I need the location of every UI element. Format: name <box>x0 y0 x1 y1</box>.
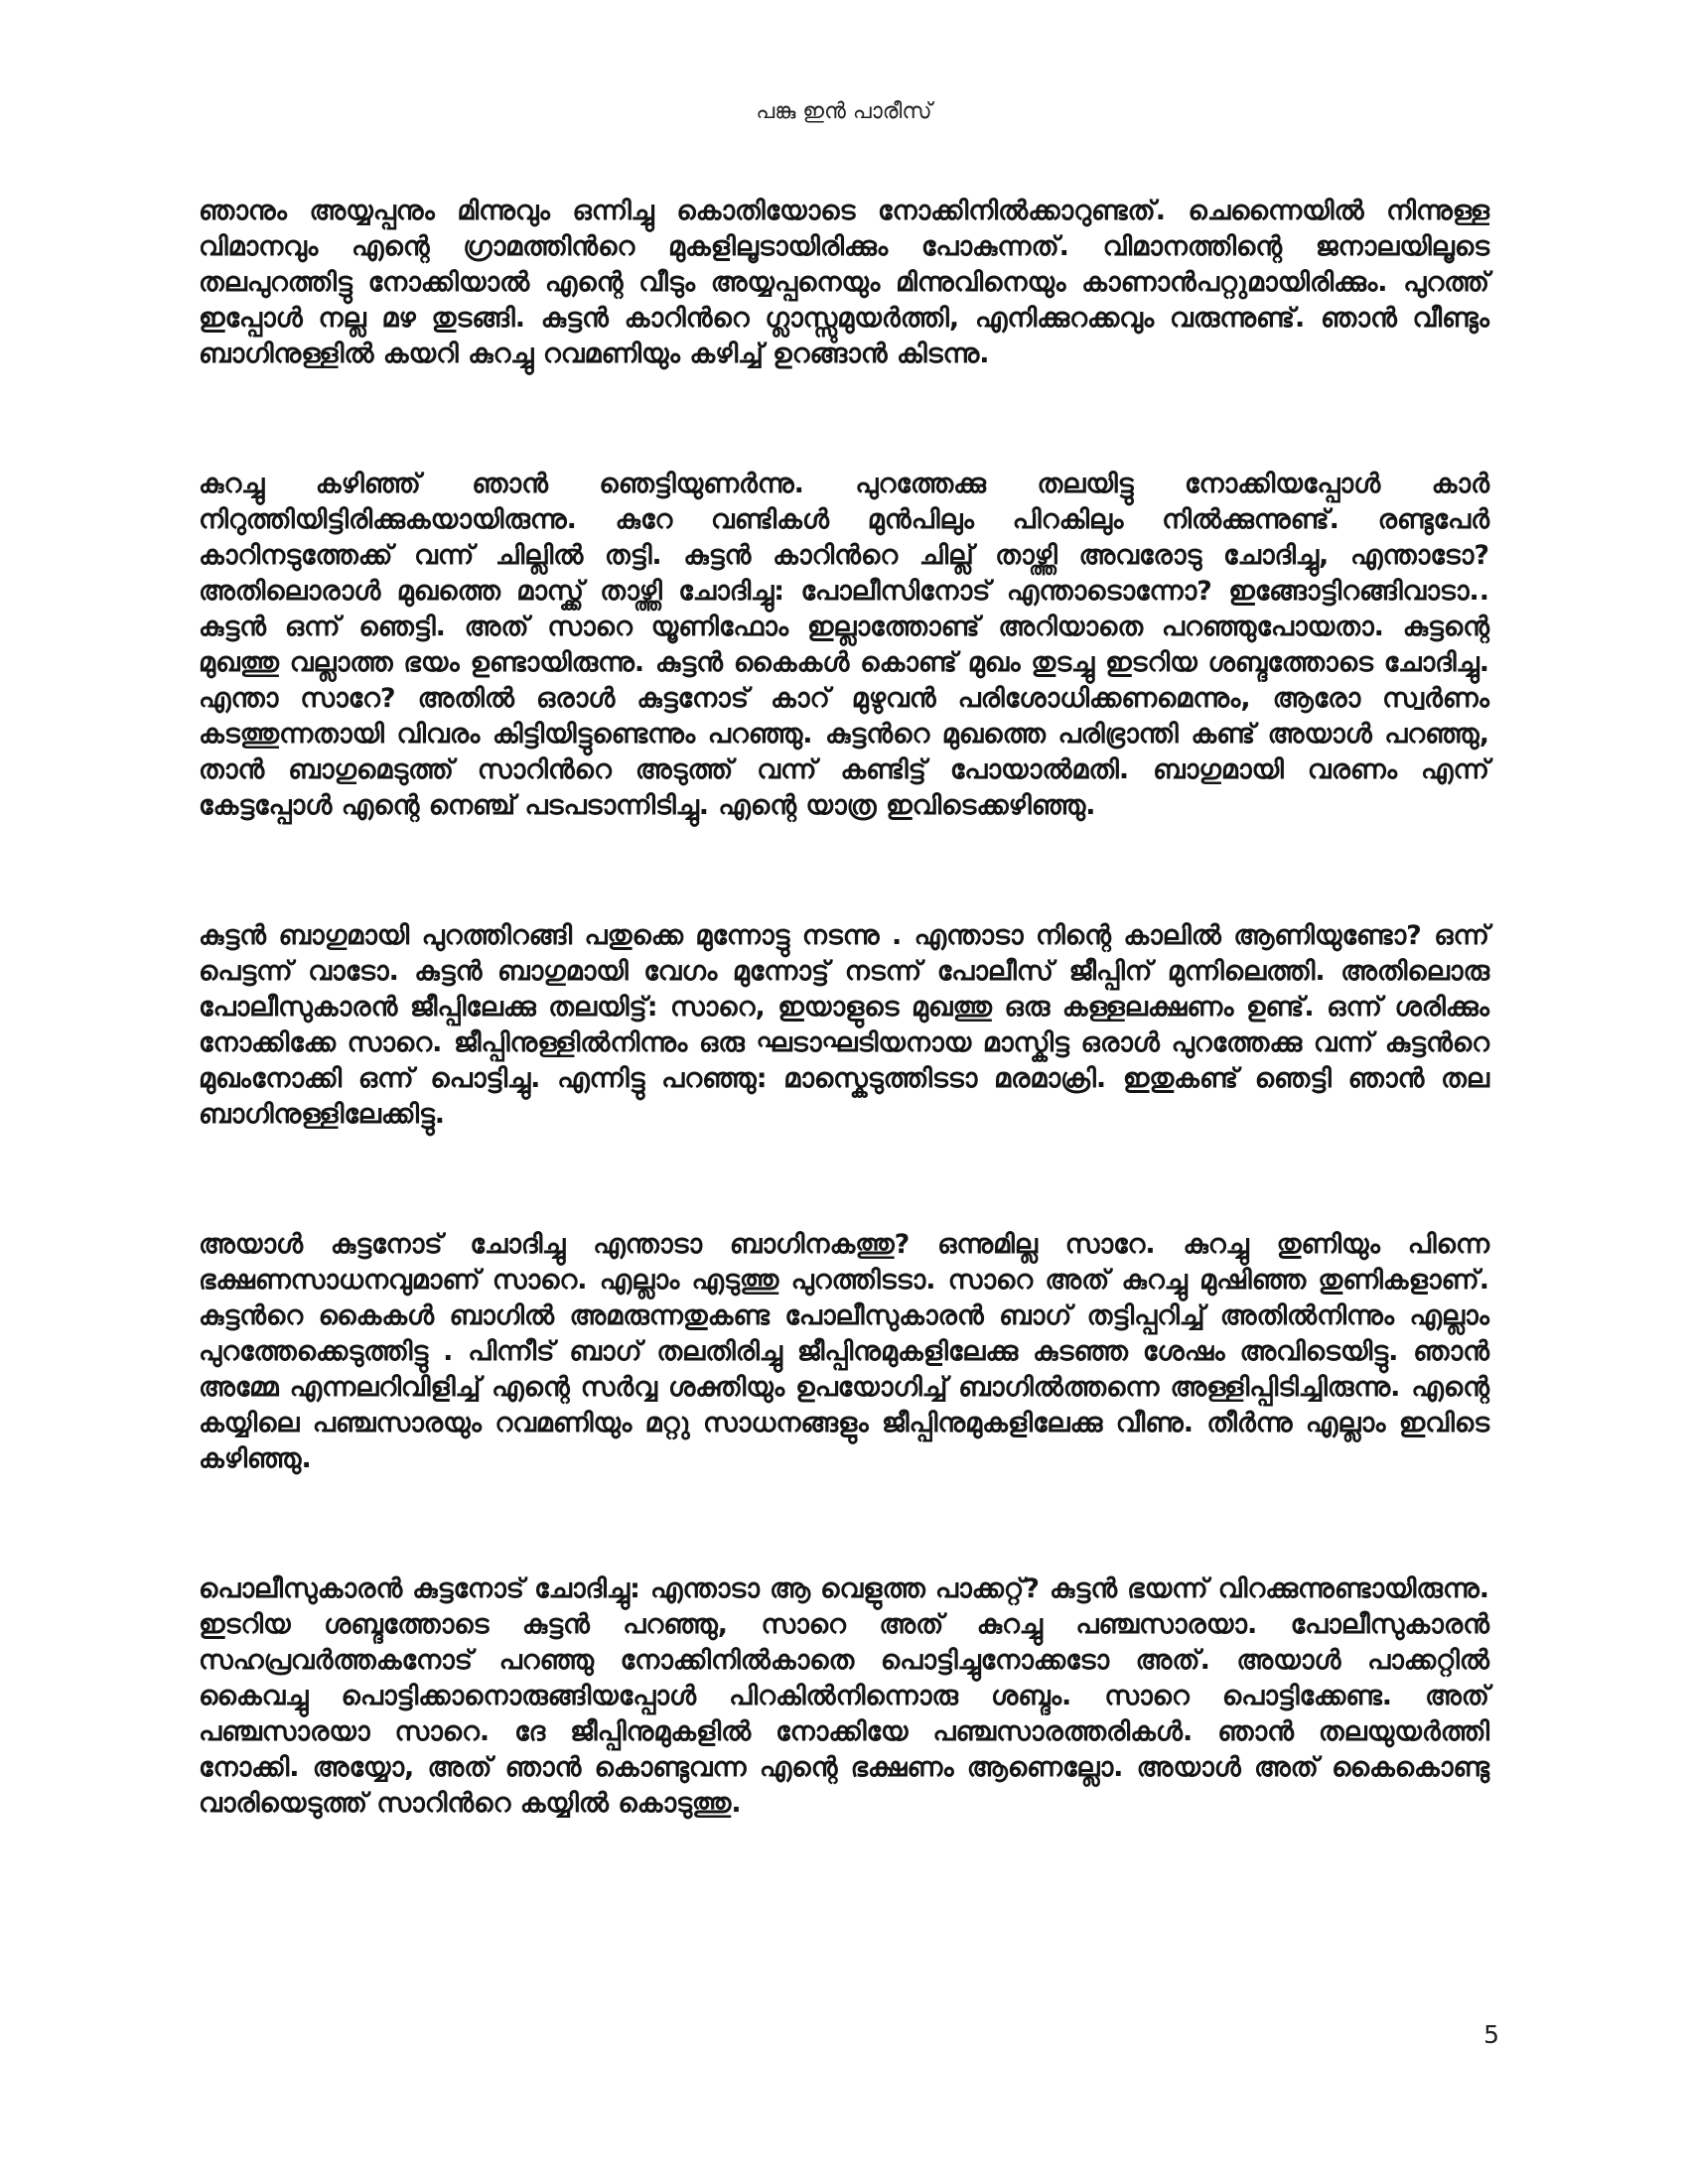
paragraph: കുറച്ചു കഴിഞ്ഞ് ഞാൻ ഞെട്ടിയുണർന്നു. പുറത്തേക്കു തലയിട്ടു നോക്കിയപ്പോൾ കാർ നിറുത്തിയിട്ടിരിക്കുകയായിരുന്നു. കുറേ വണ്ടികൾ മുൻപിലും പിറകിലും നിൽക്കുന്നുണ്ട്. രണ്ടുപേർ കാറിനടുത്തേക്ക് വന്ന് ചില്ലിൽ തട്ടി. കുട്ടൻ കാറിൻറെ ചില്ല് താഴ്ത്തി അവരോടു ചോദിച്ചു, എന്താടോ? അതിലൊരാൾ മുഖത്തെ മാസ്ക്ക് താഴ്ത്തി ചോദിച്ചു: പോലീസിനോട് എന്താടൊന്നോ? ഇങ്ങോട്ടിറങ്ങിവാടാ.. കുട്ടൻ ഒന്ന് ഞെട്ടി. അത് സാറെ യൂണിഫോം ഇല്ലാത്തോണ്ട് അറിയാതെ പറഞ്ഞുപോയതാ. കുട്ടന്റെ മുഖത്തു വല്ലാത്ത ഭയം ഉണ്ടായിരുന്നു. കുട്ടൻ കൈകൾ കൊണ്ട് മുഖം തുടച്ചു ഇടറിയ ശബ്ദത്തോടെ ചോദിച്ചു. എന്താ സാറേ? അതിൽ ഒരാൾ കുട്ടനോട് കാറ് മുഴുവൻ പരിശോധിക്കണമെന്നും, ആരോ സ്വർണം കടത്തുന്നതായി വിവരം കിട്ടിയിട്ടുണ്ടെന്നും പറഞ്ഞു. കുട്ടൻറെ മുഖത്തെ പരിഭ്രാന്തി കണ്ട് അയാൾ പറഞ്ഞു, താൻ ബാഗുമെടുത്ത് സാറിൻറെ അടുത്ത് വന്ന് കണ്ടിട്ട് പോയാൽമതി. ബാഗുമായി വരണം എന്ന് കേട്ടപ്പോൾ എന്റെ നെഞ്ച് പടപടാന്നിടിച്ചു. എന്റെ യാത്ര ഇവിടെക്കഴിഞ്ഞു. <box>199 469 1489 821</box>
body-text <box>199 194 1489 1916</box>
paragraph: ഞാനും അയ്യപ്പനും മിന്നുവും ഒന്നിച്ചു കൊതിയോടെ നോക്കിനിൽക്കാറുണ്ടത്. ചെന്നൈയിൽ നിന്നുള്ള വിമാനവും എന്റെ ഗ്രാമത്തിൻറെ മുകളിലൂടായിരിക്കും പോകുന്നത്. വിമാനത്തിന്റെ ജനാലയിലൂടെ തലപുറത്തിട്ടു നോക്കിയാൽ എന്റെ വീടും അയ്യപ്പനെയും മിന്നുവിനെയും കാണാൻപറ്റുമായിരിക്കും. പുറത്ത് ഇപ്പോൾ നല്ല മഴ തുടങ്ങി. കുട്ടൻ കാറിൻറെ ഗ്ലാസ്സുമുയർത്തി, എനിക്കുറക്കവും വരുന്നുണ്ട്. ഞാൻ വീണ്ടും ബാഗിനുള്ളിൽ കയറി കുറച്ചു റവമണിയും കഴിച്ച് ഉറങ്ങാൻ കിടന്നു. <box>199 196 1489 369</box>
paragraph: പൊലീസുകാരൻ കുട്ടനോട് ചോദിച്ചു: എന്താടാ ആ വെളുത്ത പാക്കറ്റ്? കുട്ടൻ ഭയന്ന് വിറക്കുന്നുണ്ടായിരുന്നു. ഇടറിയ ശബ്ദത്തോടെ കുട്ടൻ പറഞ്ഞു, സാറെ അത് കുറച്ചു പഞ്ചസാരയാ. പോലീസുകാരൻ സഹപ്രവർത്തകനോട് പറഞ്ഞു നോക്കിനിൽകാതെ പൊട്ടിച്ചുനോക്കടോ അത്. അയാൾ പാക്കറ്റിൽ കൈവച്ചു പൊട്ടിക്കാനൊരുങ്ങിയപ്പോൾ പിറകിൽനിന്നൊരു ശബ്ദം. സാറെ പൊട്ടിക്കേണ്ട. അത് പഞ്ചസാരയാ സാറെ. ദേ ജീപ്പിനുമുകളിൽ നോക്കിയേ പഞ്ചസാരത്തരികൾ. ഞാൻ തലയുയർത്തി നോക്കി. അയ്യോ, അത് ഞാൻ കൊണ്ടുവന്ന എന്റെ ഭക്ഷണം ആണെല്ലോ. അയാൾ അത് കൈകൊണ്ടു വാരിയെടുത്ത് സാറിൻറെ കയ്യിൽ കൊടുത്തു. <box>199 1573 1489 1819</box>
page-number: 5 <box>1483 2020 1499 2049</box>
running-header: പങ്കു ഇൻ പാരീസ് <box>756 99 932 124</box>
paragraph: അയാൾ കുട്ടനോട് ചോദിച്ചു എന്താടാ ബാഗിനകത്തു? ഒന്നുമില്ല സാറേ. കുറച്ചു തുണിയും പിന്നെ ഭക്ഷണസാധനവുമാണ് സാറെ. എല്ലാം എടുത്തു പുറത്തിടടാ. സാറെ അത് കുറച്ചു മുഷിഞ്ഞ തുണികളാണ്. കുട്ടൻറെ കൈകൾ ബാഗിൽ അമരുന്നതുകണ്ട പോലീസുകാരൻ ബാഗ് തട്ടിപ്പറിച്ച് അതിൽനിന്നും എല്ലാം പുറത്തേക്കെടുത്തിട്ടു . പിന്നീട് ബാഗ് തലതിരിച്ചു ജീപ്പിനുമുകളിലേക്കു കുടഞ്ഞ ശേഷം അവിടെയിട്ടു. ഞാൻ അമ്മേ എന്നലറിവിളിച്ച് എന്റെ സർവ്വ ശക്തിയും ഉപയോഗിച്ച് ബാഗിൽത്തന്നെ അള്ളിപ്പിടിച്ചിരുന്നു. എന്റെ കയ്യിലെ പഞ്ചസാരയും റവമണിയും മറ്റു സാധനങ്ങളും ജീപ്പിനുമുകളിലേക്കു വീണു. തീർന്നു എല്ലാം ഇവിടെ കഴിഞ്ഞു. <box>199 1229 1489 1474</box>
paragraph: കുട്ടൻ ബാഗുമായി പുറത്തിറങ്ങി പതുക്കെ മുന്നോട്ടു നടന്നു . എന്താടാ നിന്റെ കാലിൽ ആണിയുണ്ടോ? ഒന്ന് പെട്ടന്ന് വാടോ. കുട്ടൻ ബാഗുമായി വേഗം മുന്നോട്ട് നടന്ന് പോലീസ് ജീപ്പിന് മുന്നിലെത്തി. അതിലൊരു പോലീസുകാരൻ ജീപ്പിലേക്കു തലയിട്ട്: സാറെ, ഇയാളുടെ മുഖത്തു ഒരു കള്ളലക്ഷണം ഉണ്ട്. ഒന്ന് ശരിക്കും നോക്കിക്കേ സാറെ. ജീപ്പിനുള്ളിൽനിന്നും ഒരു ഘടാഘടിയനായ മാസ്കിട്ട ഒരാൾ പുറത്തേക്കു വന്ന് കുട്ടൻറെ മുഖംനോക്കി ഒന്ന് പൊട്ടിച്ചു. എന്നിട്ടു പറഞ്ഞു: മാസ്കെടുത്തിടടാ മരമാക്രി. ഇതുകണ്ട് ഞെട്ടി ഞാൻ തല ബാഗിനുള്ളിലേക്കിട്ടു. <box>199 920 1489 1130</box>
